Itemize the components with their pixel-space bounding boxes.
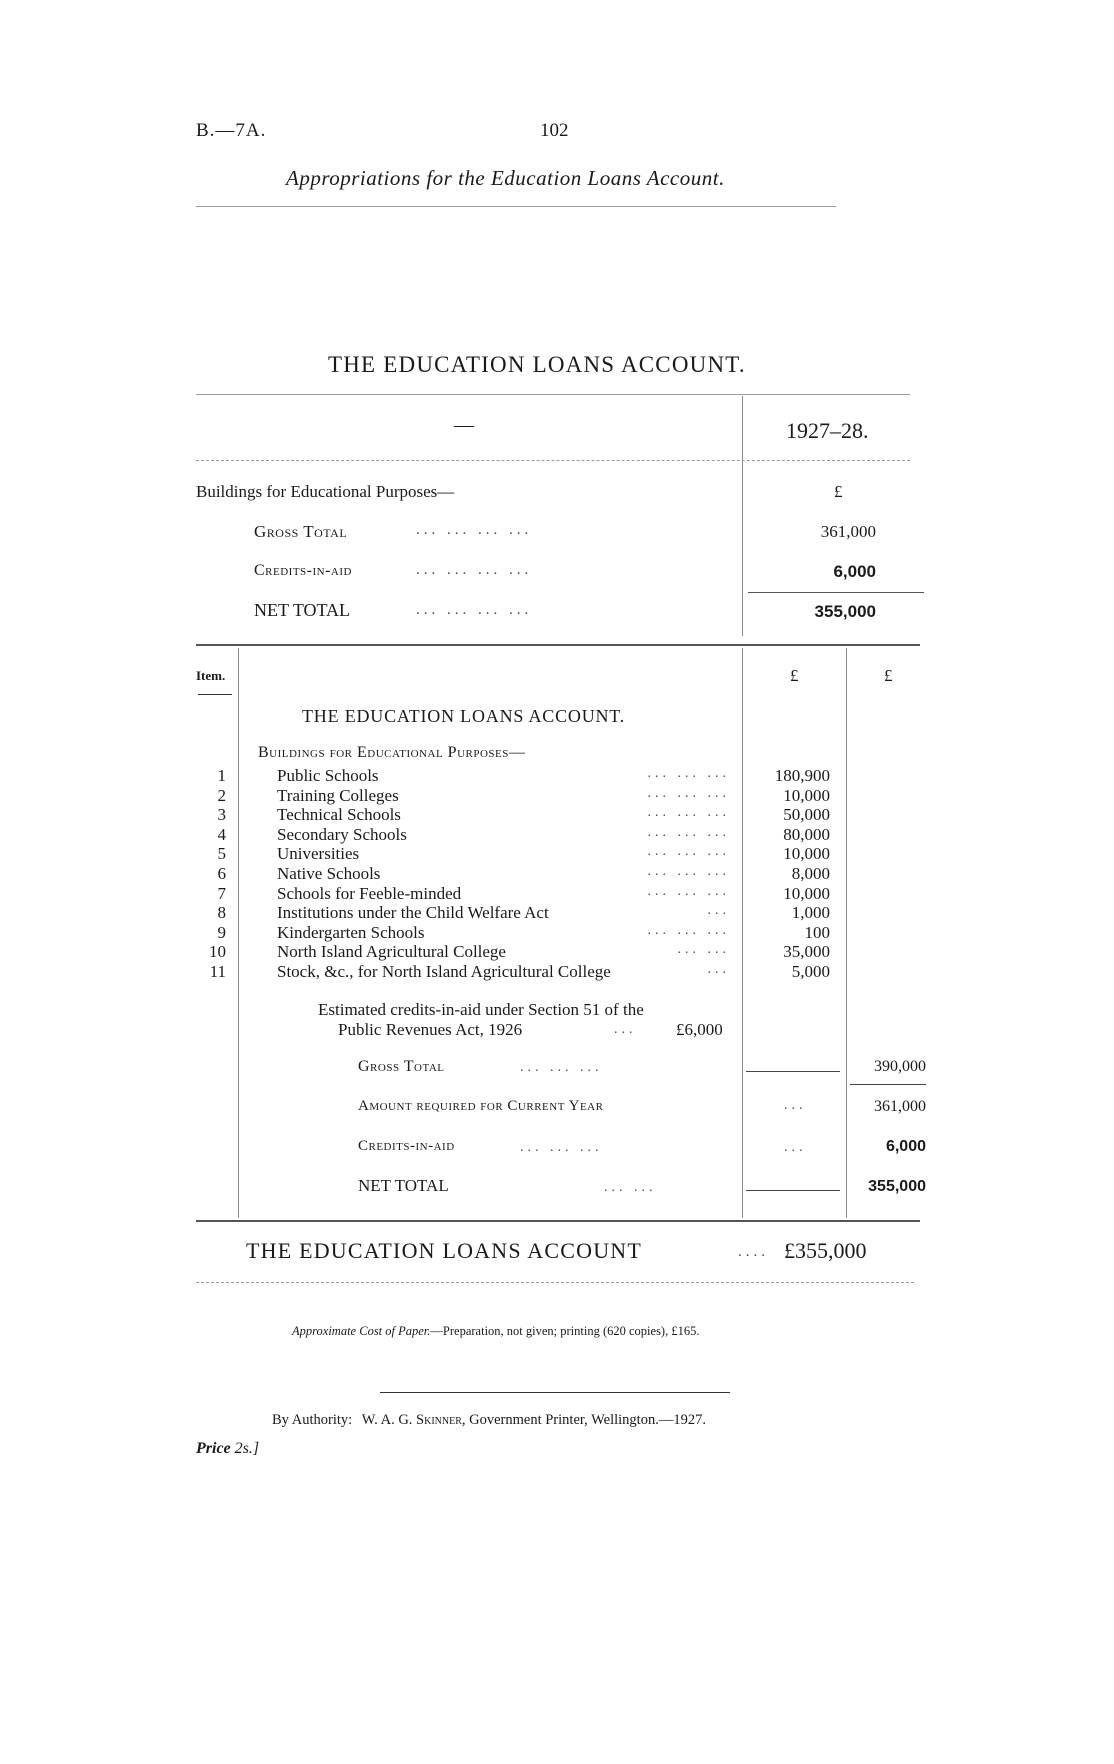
cost-note-text: —Preparation, not given; printing (620 copies), £165. — [430, 1324, 700, 1338]
item-label: Universities — [277, 844, 360, 864]
item-leader-dots: ... ... ... — [647, 766, 730, 781]
item-header-rule — [198, 694, 232, 695]
item-number: 11 — [209, 962, 226, 981]
item-amount: 80,000 — [783, 824, 830, 844]
account-total-label: THE EDUCATION LOANS ACCOUNT — [246, 1238, 643, 1263]
item-number: 9 — [217, 922, 226, 942]
amount-required-value: 361,000 — [874, 1098, 926, 1115]
credits-note-line-2: Public Revenues Act, 1926 — [338, 1020, 523, 1039]
cost-note — [292, 1324, 699, 1339]
imprint — [272, 1412, 706, 1429]
item-amount: 180,900 — [774, 766, 830, 785]
summary-currency: £ — [834, 482, 843, 501]
summary-gross-total-value: 361,000 — [820, 522, 876, 541]
imprint-prefix: By Authority: — [272, 1412, 353, 1428]
item-column-header: Item. — [196, 668, 226, 683]
credits-in-aid-mid-dots: ... — [784, 1140, 807, 1155]
net-total-value: 355,000 — [868, 1178, 926, 1195]
price — [196, 1440, 259, 1458]
amount-column-divider — [742, 648, 743, 1218]
item-label: North Island Agricultural College — [277, 942, 506, 962]
summary-column-divider — [742, 396, 743, 636]
item-number: 10 — [209, 942, 226, 962]
item-number: 2 — [217, 785, 226, 805]
summary-bottom-rule — [196, 644, 920, 646]
document-reference: B.—7A. — [196, 120, 267, 141]
summary-subtotal-rule — [748, 592, 924, 593]
item-number: 7 — [217, 883, 226, 903]
item-amount: 10,000 — [783, 844, 830, 864]
item-label: Technical Schools — [277, 805, 401, 825]
item-number: 8 — [217, 903, 226, 923]
item-leader-dots: ... ... ... — [647, 864, 730, 879]
credits-note-dots: ... — [614, 1022, 637, 1037]
item-leader-dots: ... ... ... — [647, 805, 730, 821]
summary-top-rule — [196, 394, 910, 395]
item-leader-dots: ... ... ... — [647, 922, 730, 938]
item-amount: 5,000 — [791, 962, 830, 981]
net-total-rule — [746, 1190, 840, 1191]
item-amount: 1,000 — [791, 903, 830, 923]
item-label: Public Schools — [277, 766, 379, 785]
item-amount: 10,000 — [783, 883, 830, 903]
summary-gross-total-label: Gross Total — [254, 522, 348, 541]
credits-in-aid-dots: ... ... ... — [520, 1140, 603, 1155]
gross-total-value: 390,000 — [874, 1058, 926, 1075]
item-amount: 10,000 — [783, 785, 830, 805]
credits-in-aid-label: Credits-in-aid — [358, 1138, 455, 1154]
item-label: Native Schools — [277, 864, 381, 883]
amount-required-label: Amount required for Current Year — [358, 1098, 604, 1114]
gross-total-rule — [746, 1071, 840, 1072]
price-value: 2s.] — [234, 1440, 260, 1457]
item-amount: 8,000 — [791, 864, 830, 883]
credits-note-line-1: Estimated credits-in-aid under Section 51 of the — [318, 1000, 644, 1019]
amount-column-currency: £ — [790, 666, 799, 685]
item-leader-dots: ... ... ... — [647, 824, 730, 840]
account-total-rule — [196, 1282, 914, 1283]
page-subtitle: Appropriations for the Education Loans Account. — [286, 166, 725, 190]
item-label: Institutions under the Child Welfare Act — [277, 903, 549, 923]
total-column-divider — [846, 648, 847, 1218]
imprint-printer: W. A. G. Skinner, — [361, 1412, 466, 1428]
total-column-currency: £ — [884, 666, 893, 685]
account-total-dots: .... — [738, 1244, 769, 1260]
header-rule — [196, 206, 836, 207]
item-leader-dots: ... — [707, 962, 730, 977]
item-label: Schools for Feeble-minded — [277, 883, 462, 903]
item-number: 1 — [217, 766, 226, 785]
gross-total-underline — [850, 1084, 926, 1085]
item-label: Training Colleges — [277, 785, 399, 805]
item-label: Secondary Schools — [277, 824, 407, 844]
summary-leader-dots: ... ... ... ... — [416, 602, 533, 618]
summary-credits-label: Credits-in-aid — [254, 562, 352, 579]
item-amount: 100 — [804, 922, 830, 942]
item-amount: 35,000 — [783, 942, 830, 962]
page-number: 102 — [540, 120, 569, 141]
summary-net-total-value: 355,000 — [814, 602, 876, 621]
item-number: 4 — [217, 824, 226, 844]
amount-required-mid-dots: ... — [784, 1098, 807, 1113]
account-total-value: £355,000 — [784, 1238, 867, 1263]
summary-header-rule — [196, 460, 910, 461]
summary-vote-label: Buildings for Educational Purposes— — [196, 482, 455, 501]
credits-note-amount: £6,000 — [676, 1020, 723, 1039]
item-column-divider — [238, 648, 239, 1218]
gross-total-dots: ... ... ... — [520, 1060, 603, 1075]
item-leader-dots: ... ... ... — [647, 844, 730, 860]
summary-leader-dots: ... ... ... ... — [416, 522, 533, 538]
detail-section-heading: Buildings for Educational Purposes— — [258, 744, 526, 761]
net-total-label: NET TOTAL — [358, 1176, 449, 1195]
item-number: 5 — [217, 844, 226, 864]
item-amount: 50,000 — [783, 805, 830, 825]
item-label: Stock, &c., for North Island Agricultural College — [277, 962, 611, 981]
item-label: Kindergarten Schools — [277, 922, 425, 942]
summary-year-column-header: 1927–28. — [786, 418, 869, 443]
summary-credits-value: 6,000 — [833, 562, 876, 581]
item-leader-dots: ... ... ... — [647, 785, 730, 801]
imprint-rule — [380, 1392, 730, 1393]
item-leader-dots: ... ... ... — [647, 883, 730, 899]
summary-net-total-label: NET TOTAL — [254, 600, 351, 620]
net-total-dots: ... ... — [604, 1180, 657, 1195]
price-label: Price — [196, 1440, 231, 1457]
item-number: 6 — [217, 864, 226, 883]
gross-total-label: Gross Total — [358, 1058, 445, 1075]
cost-note-label: Approximate Cost of Paper. — [292, 1324, 431, 1338]
item-leader-dots: ... ... — [677, 942, 730, 958]
summary-leader-dots: ... ... ... ... — [416, 562, 533, 578]
summary-blank-column-header: — — [454, 414, 474, 436]
detail-bottom-rule — [196, 1220, 920, 1222]
detail-title: THE EDUCATION LOANS ACCOUNT. — [302, 706, 626, 726]
item-number: 3 — [217, 805, 226, 825]
credits-in-aid-value: 6,000 — [885, 1138, 926, 1155]
item-leader-dots: ... — [707, 903, 730, 919]
imprint-rest: Government Printer, Wellington.—1927. — [469, 1412, 706, 1428]
summary-title: THE EDUCATION LOANS ACCOUNT. — [328, 352, 746, 377]
